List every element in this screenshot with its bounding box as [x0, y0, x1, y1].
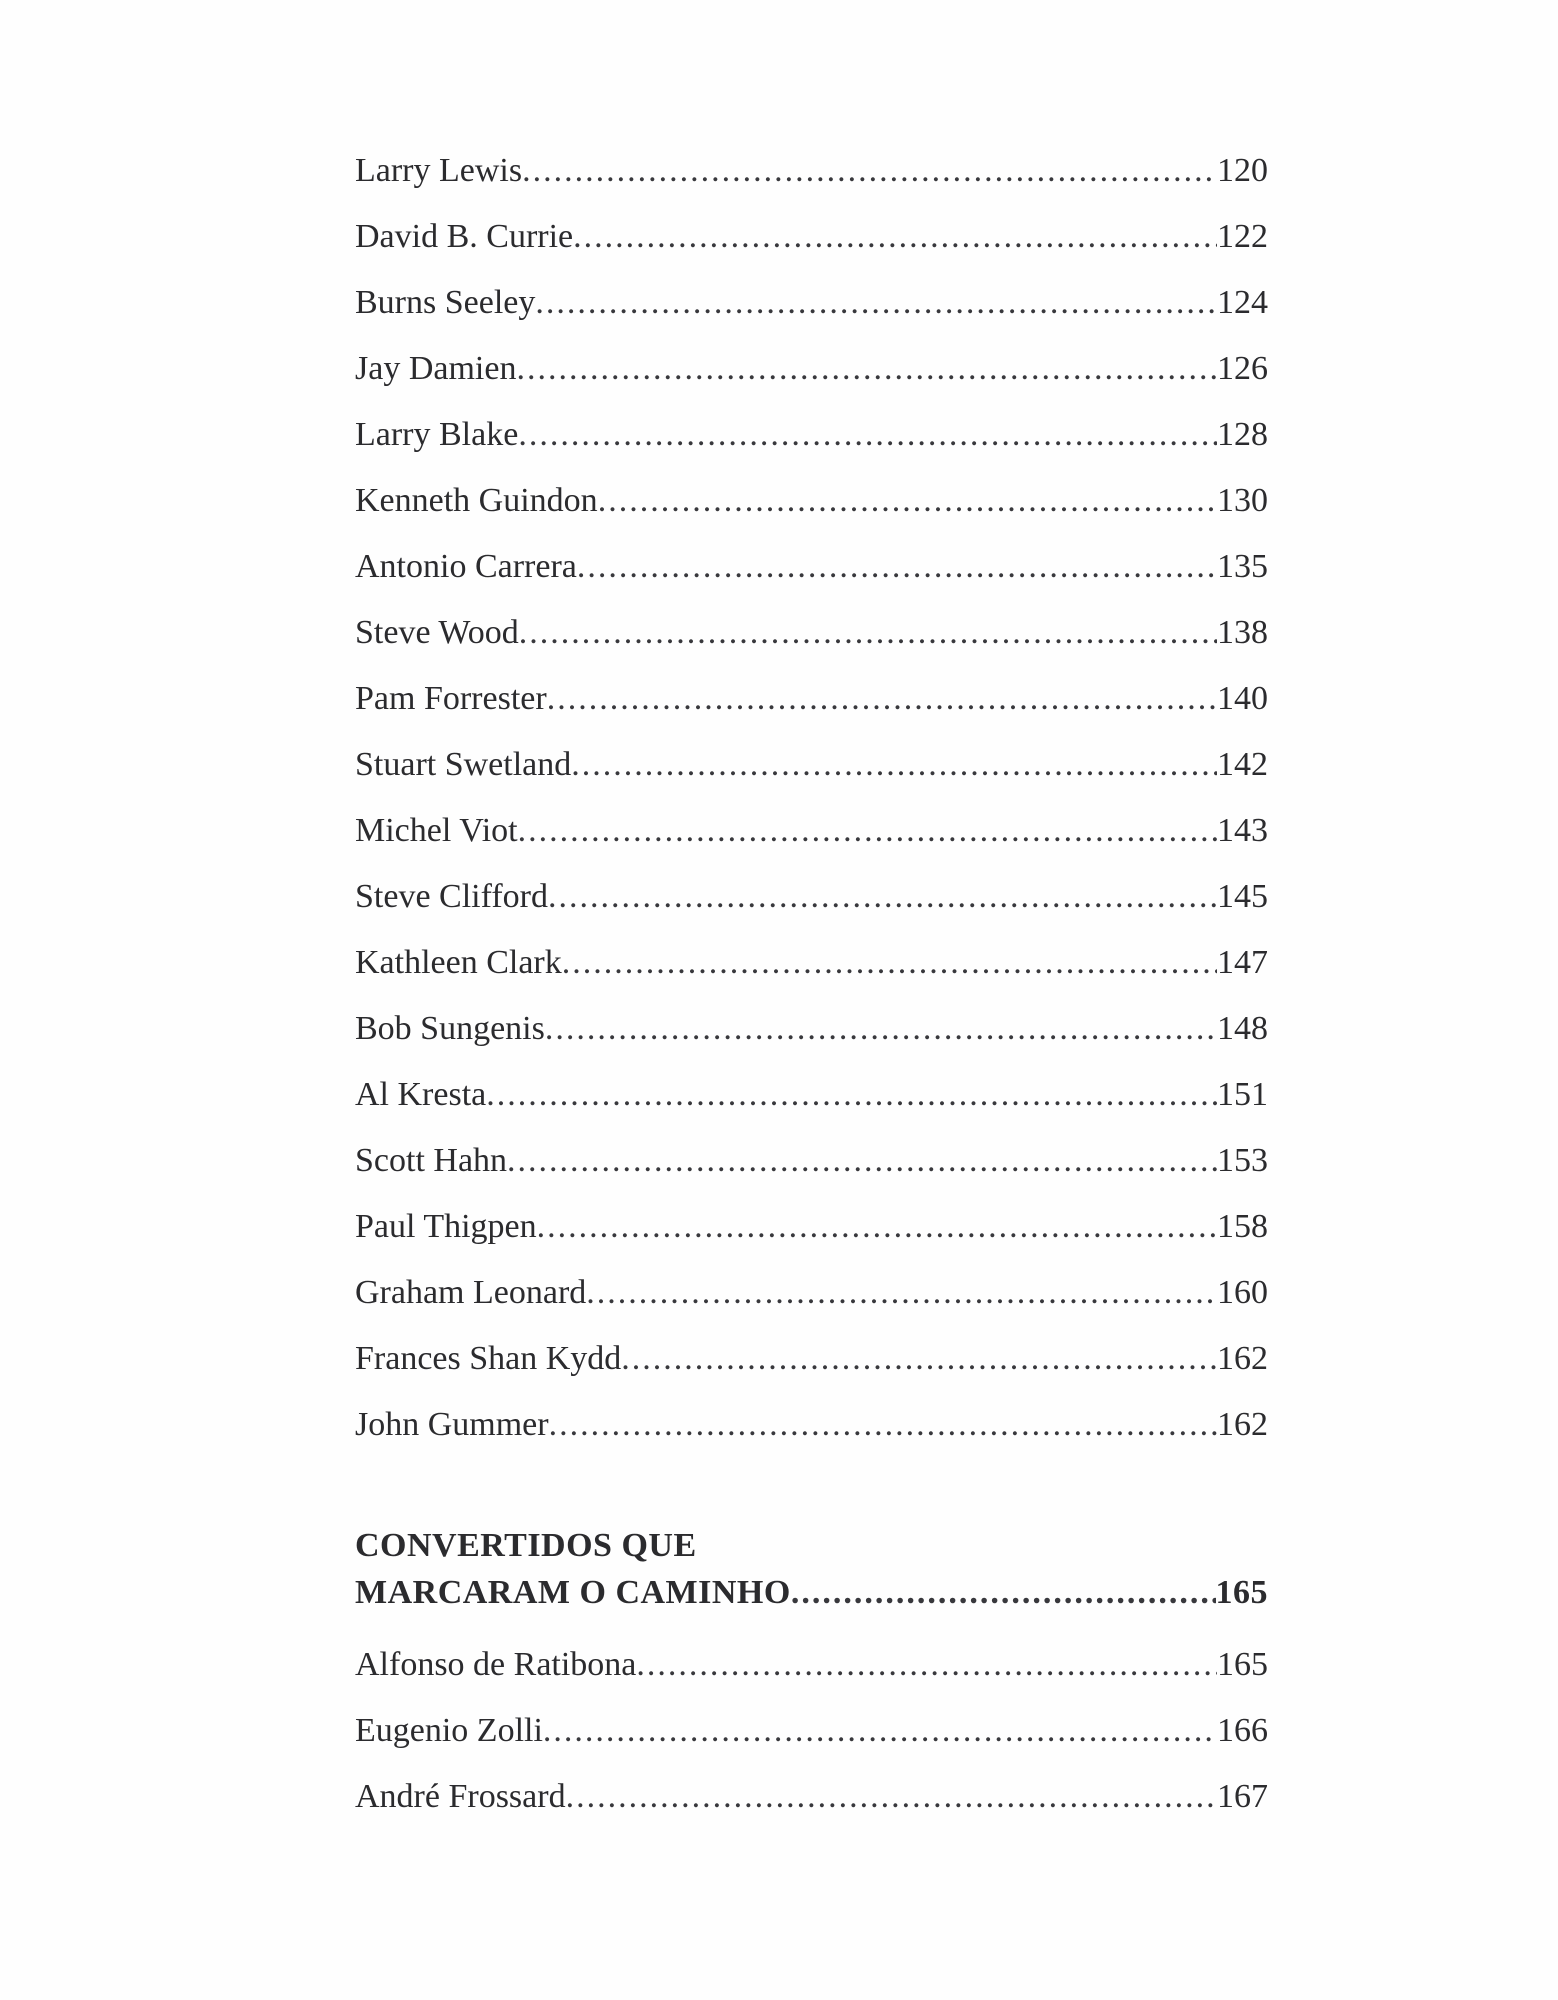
toc-entry-page: 162 — [1217, 1406, 1268, 1443]
toc-entry-page: 153 — [1217, 1142, 1268, 1179]
toc-entry-page: 145 — [1217, 878, 1268, 915]
dot-leader — [577, 548, 1217, 586]
dot-leader — [543, 1712, 1217, 1750]
dot-leader — [547, 680, 1217, 718]
toc-entry-list — [355, 152, 1268, 1444]
toc-entry-page: 130 — [1217, 482, 1268, 519]
dot-leader — [507, 1142, 1217, 1180]
toc-entry-page: 122 — [1217, 218, 1268, 255]
toc-entry — [355, 1646, 1268, 1684]
dot-leader — [518, 416, 1217, 454]
dot-leader — [519, 614, 1217, 652]
dot-leader — [522, 152, 1217, 190]
toc-entry-name: Kathleen Clark — [355, 944, 562, 981]
toc-entry-page: 158 — [1217, 1208, 1268, 1245]
toc-section-entry-list — [355, 1646, 1268, 1816]
dot-leader — [518, 812, 1217, 850]
toc-entry — [355, 1712, 1268, 1750]
toc-section — [355, 1522, 1268, 1816]
toc-entry — [355, 1010, 1268, 1048]
toc-entry — [355, 1406, 1268, 1444]
toc-entry-page: 135 — [1217, 548, 1268, 585]
toc-entry — [355, 482, 1268, 520]
toc-entry — [355, 416, 1268, 454]
toc-entry-name: Burns Seeley — [355, 284, 536, 321]
toc-entry-page: 143 — [1217, 812, 1268, 849]
toc-entry — [355, 548, 1268, 586]
dot-leader — [586, 1274, 1217, 1312]
toc-entry — [355, 944, 1268, 982]
toc-entry — [355, 350, 1268, 388]
toc-entry-name: Paul Thigpen — [355, 1208, 537, 1245]
dot-leader — [636, 1646, 1217, 1684]
dot-leader — [573, 218, 1217, 256]
toc-entry-name: Bob Sungenis — [355, 1010, 545, 1047]
dot-leader — [548, 878, 1217, 916]
dot-leader — [571, 746, 1217, 784]
dot-leader — [566, 1778, 1217, 1816]
toc-entry-page: 126 — [1217, 350, 1268, 387]
toc-entry — [355, 680, 1268, 718]
toc-entry-name: Steve Wood — [355, 614, 519, 651]
toc-entry-page: 142 — [1217, 746, 1268, 783]
toc-entry-page: 128 — [1217, 416, 1268, 453]
dot-leader — [791, 1569, 1216, 1616]
toc-entry — [355, 1340, 1268, 1378]
toc-entry — [355, 1274, 1268, 1312]
toc-entry — [355, 1778, 1268, 1816]
toc-entry-page: 160 — [1217, 1274, 1268, 1311]
toc-entry — [355, 152, 1268, 190]
toc-entry — [355, 746, 1268, 784]
toc-entry — [355, 812, 1268, 850]
toc-entry — [355, 878, 1268, 916]
toc-entry-page: 162 — [1217, 1340, 1268, 1377]
toc-entry-name: Eugenio Zolli — [355, 1712, 543, 1749]
toc-entry-name: André Frossard — [355, 1778, 566, 1815]
toc-entry-name: Antonio Carrera — [355, 548, 577, 585]
dot-leader — [598, 482, 1217, 520]
toc-entry — [355, 1076, 1268, 1114]
section-title-row — [355, 1569, 1268, 1616]
toc-entry-name: Stuart Swetland — [355, 746, 572, 783]
toc-entry-page: 147 — [1217, 944, 1268, 981]
toc-entry — [355, 1142, 1268, 1180]
dot-leader — [549, 1406, 1217, 1444]
toc-entry — [355, 284, 1268, 322]
dot-leader — [516, 350, 1217, 388]
toc-entry-name: Steve Clifford — [355, 878, 548, 915]
toc-entry-name: John Gummer — [355, 1406, 549, 1443]
toc-entry-page: 151 — [1217, 1076, 1268, 1113]
toc-entry-page: 140 — [1217, 680, 1268, 717]
toc-entry — [355, 614, 1268, 652]
toc-entry-page: 124 — [1217, 284, 1268, 321]
toc-entry — [355, 218, 1268, 256]
section-title-line1: CONVERTIDOS QUE — [355, 1527, 697, 1564]
toc-entry-page: 148 — [1217, 1010, 1268, 1047]
toc-entry-name: Pam Forrester — [355, 680, 547, 717]
toc-entry-page: 167 — [1217, 1778, 1268, 1815]
toc-entry-name: Scott Hahn — [355, 1142, 508, 1179]
section-page-number: 165 — [1215, 1574, 1268, 1611]
toc-entry-name: Graham Leonard — [355, 1274, 587, 1311]
toc-entry-page: 120 — [1217, 152, 1268, 189]
toc-entry — [355, 1208, 1268, 1246]
toc-entry-name: Jay Damien — [355, 350, 517, 387]
toc-entry-name: Kenneth Guindon — [355, 482, 598, 519]
dot-leader — [545, 1010, 1217, 1048]
toc-entry-name: Larry Blake — [355, 416, 519, 453]
table-of-contents — [355, 152, 1268, 1816]
toc-entry-name: Alfonso de Ratibona — [355, 1646, 637, 1683]
toc-entry-page: 165 — [1217, 1646, 1268, 1683]
toc-entry-page: 138 — [1217, 614, 1268, 651]
toc-entry-page: 166 — [1217, 1712, 1268, 1749]
section-title-line2: MARCARAM O CAMINHO — [355, 1574, 791, 1611]
toc-entry-name: Frances Shan Kydd — [355, 1340, 622, 1377]
dot-leader — [537, 1208, 1217, 1246]
dot-leader — [535, 284, 1217, 322]
dot-leader — [621, 1340, 1217, 1378]
toc-entry-name: David B. Currie — [355, 218, 574, 255]
dot-leader — [562, 944, 1217, 982]
toc-entry-name: Michel Viot — [355, 812, 518, 849]
toc-entry-name: Al Kresta — [355, 1076, 487, 1113]
toc-entry-name: Larry Lewis — [355, 152, 523, 189]
dot-leader — [486, 1076, 1217, 1114]
